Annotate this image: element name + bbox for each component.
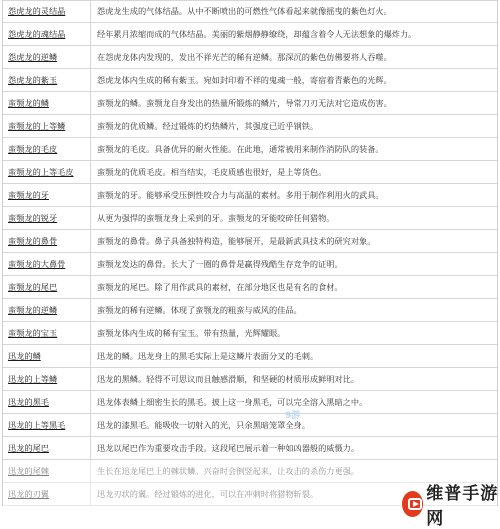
table-row — [3, 161, 497, 184]
item-description: 怨虎龙生成的气体结晶。从中不断喷出的可燃性气体看起来就像摇曳的紫色灯火。 — [97, 6, 392, 16]
item-name-link[interactable]: 蛮颚龙的逆鳞 — [3, 299, 91, 321]
table-row — [3, 276, 497, 299]
watermark-text: 维普手游网 — [426, 484, 499, 529]
item-description: 蛮颚龙的优质鳞。经过锻炼的灼热鳞片，其强度已近乎钢铁。 — [97, 120, 319, 131]
table-row — [3, 253, 497, 276]
item-description: 迅龙的黑鳞。轻得不可思议而且触感滑顺，和坚硬的材质形成鲜明对比。 — [97, 373, 360, 384]
item-description: 经年累月浓缩而成的气体结晶。美丽的紫烟静静缭绕，却蕴含着令人无法想象的爆炸力。 — [97, 28, 417, 39]
item-name-link[interactable]: 蛮颚龙的宝玉 — [3, 322, 91, 344]
item-description: 迅龙体表鳞上细密生长的黑毛。披上这一身黑毛，可以完全溶入黑暗之中。 — [97, 396, 368, 407]
item-name-link[interactable]: 蛮颚龙的牙 — [3, 184, 91, 206]
item-name-link[interactable]: 迅龙的尾巴 — [3, 437, 91, 459]
item-name-link[interactable]: 蛮颚龙的大鼻骨 — [3, 253, 91, 275]
item-name-link[interactable]: 蛮颚龙的毛皮 — [3, 138, 91, 160]
table-row — [3, 46, 497, 69]
item-description: 蛮颚龙的牙。能够承受压倒性咬合力与高温的素材。多用于制作利用火的武具。 — [97, 189, 384, 200]
table-row — [3, 368, 497, 391]
item-description: 怨虎龙体内生成的稀有紫玉。宛如封印着不祥的鬼魂一般，寄宿着青紫色的光辉。 — [97, 74, 392, 85]
center-watermark: 9游 — [285, 411, 301, 421]
item-name-link[interactable]: 蛮颚龙的尾巴 — [3, 276, 91, 298]
item-name-link[interactable]: 怨虎龙的灵结晶 — [3, 1, 91, 22]
item-name-link[interactable]: 怨虎龙的魂结晶 — [3, 23, 91, 45]
table-row — [3, 345, 497, 368]
item-name-link[interactable]: 蛮颚龙的上等鳞 — [3, 115, 91, 137]
item-description: 迅龙的鳞。迅龙身上的黑毛实际上是这鳞片表面分叉的毛刺。 — [97, 350, 319, 361]
item-description: 在怨虎龙体内发现的，发出不祥光芒的稀有逆鳞。那深沉的紫色仿佛要将人吞噬。 — [97, 51, 392, 62]
item-name-link[interactable]: 蛮颚龙的鳞 — [3, 92, 91, 114]
table-row — [3, 0, 497, 23]
item-name-link[interactable]: 怨虎龙的紫玉 — [3, 69, 91, 91]
play-logo-icon — [402, 491, 423, 517]
table-row — [3, 391, 497, 414]
item-description: 蛮颚龙的鳞。蛮颚龙自身发出的热量所锻炼的鳞片，导常刀刃无法对它造成伤害。 — [97, 97, 392, 108]
table-row — [3, 92, 497, 115]
item-name-link[interactable]: 迅龙的刃翼 — [3, 483, 91, 505]
table-row — [3, 414, 497, 437]
item-description: 蛮颚龙体内生成的稀有宝玉。带有热量，光辉耀眼。 — [97, 327, 286, 338]
table-row — [3, 230, 497, 253]
item-name-link[interactable]: 蛮颚龙的鼻骨 — [3, 230, 91, 252]
table-row — [3, 437, 497, 460]
table-row — [3, 322, 497, 345]
item-description: 迅龙的漆黑毛。能吸收一切射入的光，只余黑暗笼罩全身。 — [97, 419, 310, 430]
item-description: 蛮颚龙的毛皮。具备优异的耐火性能。在此地，通常被用来制作消防队的装备。 — [97, 143, 384, 154]
item-name-link[interactable]: 蛮颚龙的上等毛皮 — [3, 161, 91, 183]
item-description: 从更为强悍的蛮颚龙身上采到的牙。蛮颚龙的牙能咬碎任何猎物。 — [97, 212, 335, 223]
item-name-link[interactable]: 怨虎龙的逆鳞 — [3, 46, 91, 68]
item-description: 蛮颚龙的稀有逆鳞。体现了蛮颚龙的粗蛮与威风的佳品。 — [97, 304, 302, 315]
item-description: 蛮颚龙发达的鼻骨。长大了一圈的鼻骨是赢得残酷生存竞争的证明。 — [97, 258, 343, 269]
table-row — [3, 138, 497, 161]
item-description: 蛮颚龙的尾巴。除了用作武具的素材，在部分地区也是有名的食材。 — [97, 281, 343, 292]
item-name-link[interactable]: 蛮颚龙的锐牙 — [3, 207, 91, 229]
table-row — [3, 299, 497, 322]
item-table — [2, 0, 498, 506]
table-row — [3, 69, 497, 92]
item-name-link[interactable]: 迅龙的上等黑毛 — [3, 414, 91, 436]
table-row — [3, 207, 497, 230]
table-row — [3, 115, 497, 138]
item-description: 蛮颚龙的优质毛皮。相当结实，毛皮质感也很好，是上等货色。 — [97, 166, 327, 177]
item-description: 迅龙刃状的翼。经过锻炼的进化，可以在冲刺时将猎物斩裂。 — [97, 488, 319, 499]
item-name-link[interactable]: 迅龙的鳞 — [3, 345, 91, 367]
item-description: 蛮颚龙的鼻骨。鼻子具备独特构造，能够展开，是最新武具技术的研究对象。 — [97, 235, 376, 246]
table-row — [3, 460, 497, 483]
site-watermark — [402, 484, 500, 529]
item-name-link[interactable]: 迅龙的尾棘 — [3, 460, 91, 482]
item-name-link[interactable]: 迅龙的黑毛 — [3, 391, 91, 413]
table-row — [3, 23, 497, 46]
item-description: 生长在迅龙尾巴上的棘状鳞。兴奋时会倒竖起来，让攻击的杀伤力更强。 — [97, 465, 360, 476]
item-description: 迅龙以尾巴作为重要攻击手段。这段尾巴展示着一种如凶器般的威慑力。 — [97, 442, 360, 453]
table-row — [3, 184, 497, 207]
item-name-link[interactable]: 迅龙的上等鳞 — [3, 368, 91, 390]
